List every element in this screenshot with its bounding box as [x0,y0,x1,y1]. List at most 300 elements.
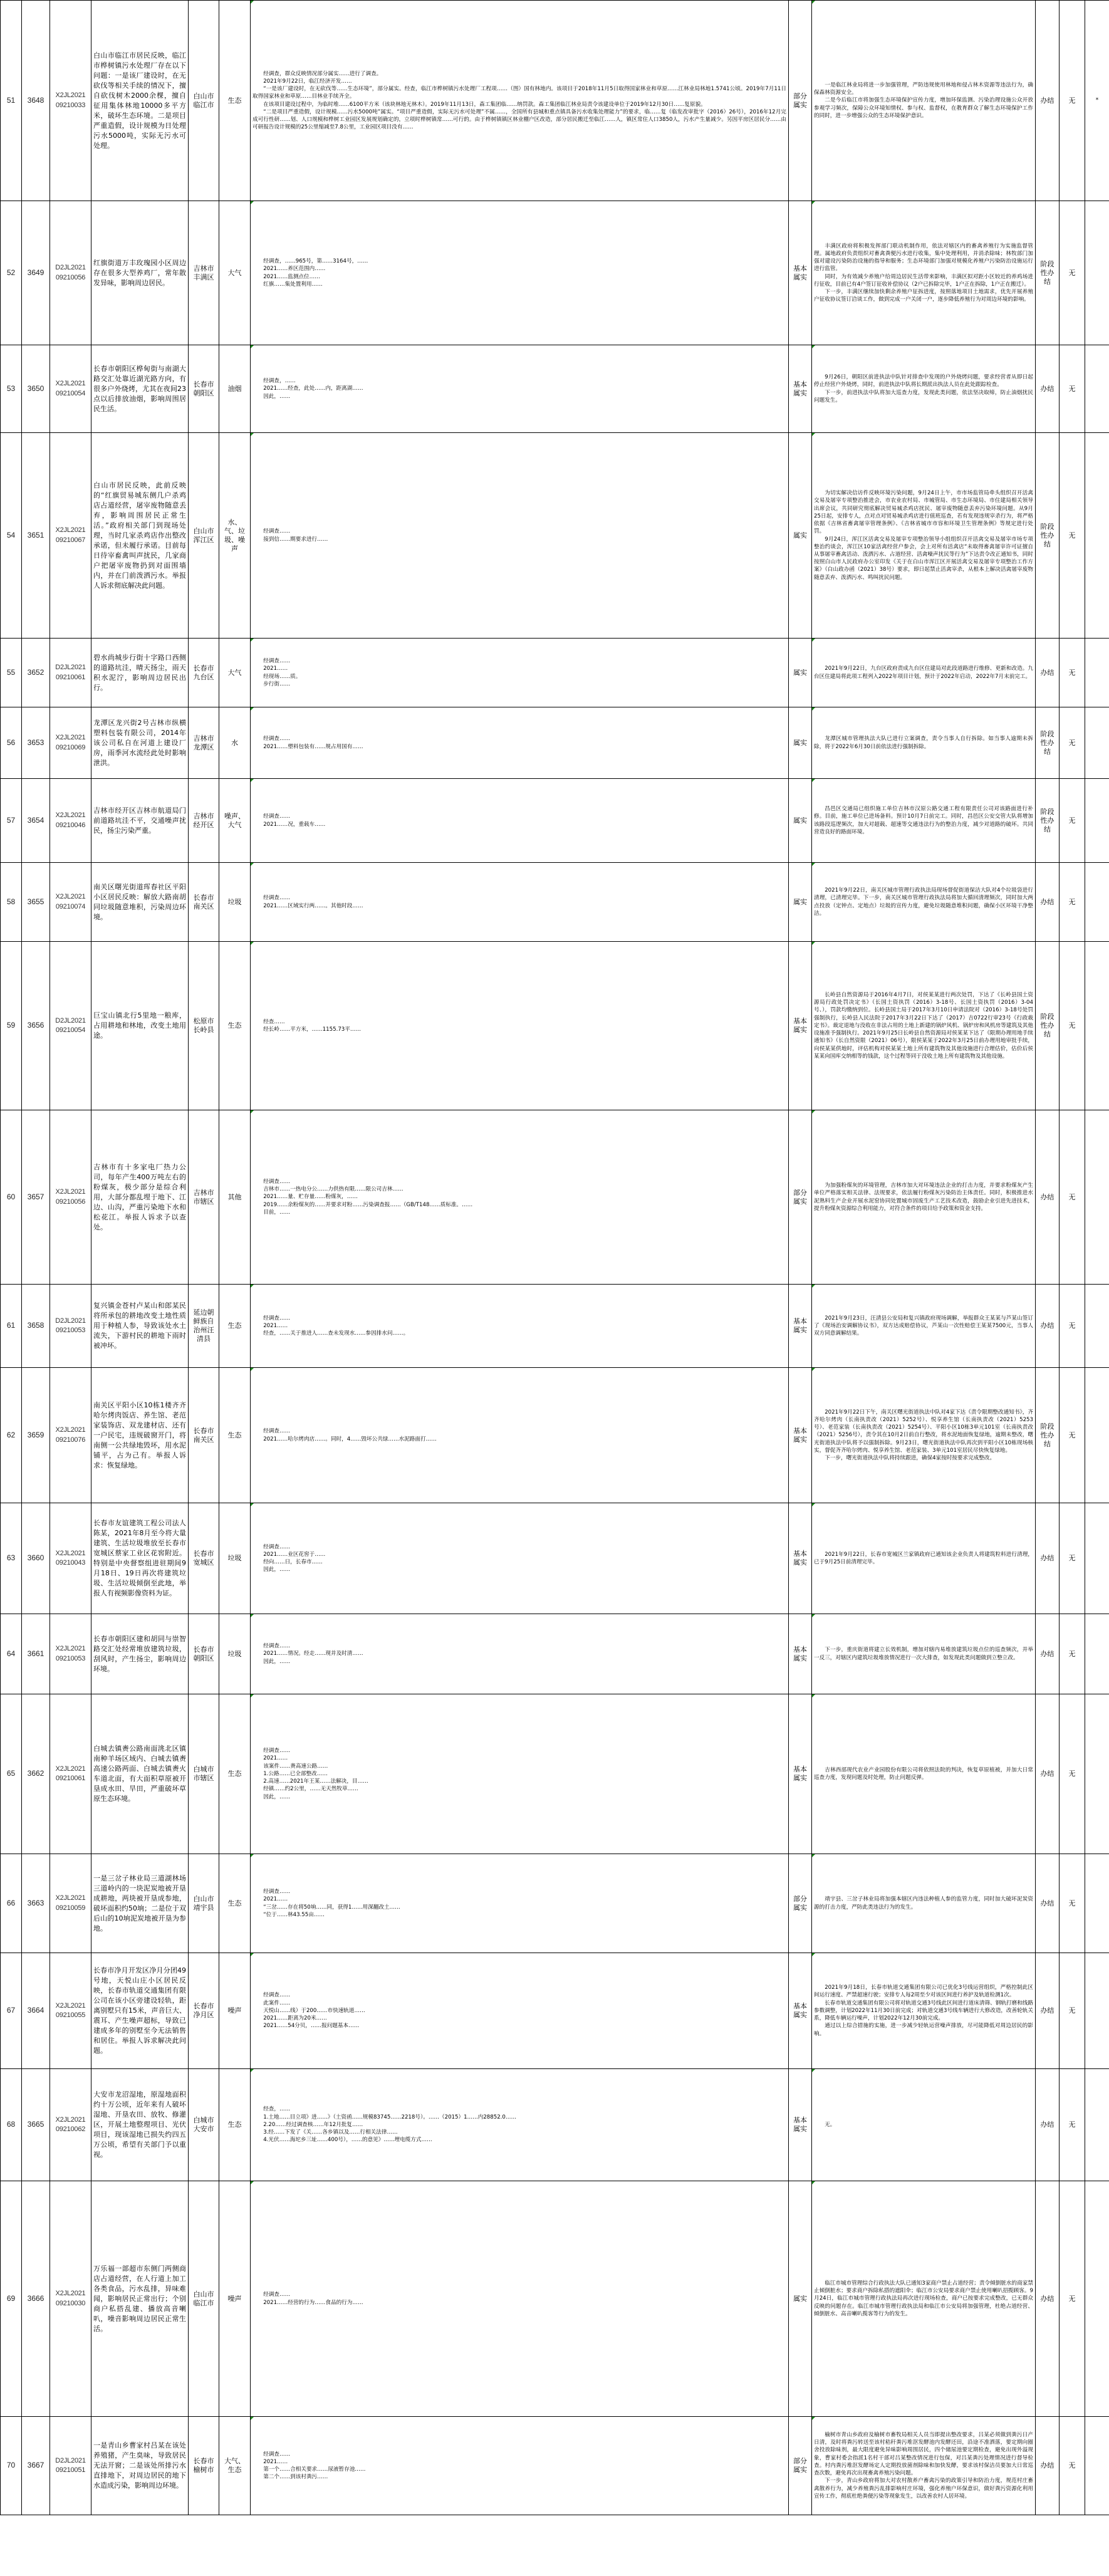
measures-paragraph: 9月24日，浑江区活禽交易及屠宰专项整治领导小组组织召开活禽交易及屠宰市场专项整治约谈会，浑江区10家活禽经营户参会，会上对所有活禽店“未取得畜禽屠宰许可证擅自从事屠宰畜禽活动、泼洒污水、占道经营、活禽噪声扰民等行为”下达责令改正通知书，同时按照白山市人民政府办公室印发《关于在白山市浑江区开展活禽交易及屠宰专项整治工作方案》（白山政办函（2021）38号）要求，即日起禁止活禽宰杀，从根本上解决活禽屠宰废物随意丢弃、泼洒污水、鸣叫扰民问题。 [814,536,1033,581]
pollution-type: 水、气、垃圾、噪声 [219,433,251,639]
measures-paragraph: 二是今后临江市将加强生态环境保护宣传力度，增加环保监测、污染治理设施公众开放参观学习频次，保障公众环境知情权、参与权、监督权，在教育群众了解生态环境保护工作的同时，进一步增强公众的生态环境保护意识。 [814,97,1033,119]
investigation-paragraph: 2021年9月22日，临江经济开发…… [263,78,352,85]
row-number: 62 [1,1368,22,1503]
investigation-paragraph: 经调查，……965号，第……3164号，…… [263,258,368,265]
table-row [1,345,1109,433]
accountability: 无 [1060,201,1085,345]
investigation-paragraph: 2.20……经过调查核……年12月批复…… [263,2121,363,2128]
row-number: 63 [1,1503,22,1614]
table-row [1,1285,1109,1368]
investigation-text [251,863,789,942]
pollution-type: 垃圾 [219,1614,251,1694]
table-row [1,779,1109,863]
case-code: X2JL2021 09210069 [50,707,91,779]
investigation-paragraph: 第一个……合相关要求……尿液暂存池…… [263,2466,366,2473]
case-code: X2JL2021 09210055 [50,1953,91,2069]
pollution-type: 生态 [219,1368,251,1503]
investigation-paragraph: 2.高速……2021年王某……法解决，目…… [263,1778,368,1785]
location: 长春市朝阳区 [189,1614,219,1694]
pollution-type: 大气、生态 [219,2417,251,2515]
investigation-paragraph: 经查…… [263,1018,285,1025]
mark: * [1085,1,1109,201]
status: 办结 [1036,1953,1060,2069]
verdict: 基本属实 [789,1614,812,1694]
complaint-text: 复兴镇金苍村卢某山和郎某民将所承包的耕地改变土地性质用于种植人参，导致该处水土流失，下游村民的耕地下雨时被冲坏。 [91,1285,189,1368]
location: 吉林市市辖区 [189,1110,219,1285]
verdict: 基本属实 [789,1368,812,1503]
measures-paragraph: 长春市轨道交通集团有限公司将对轨道交通3号线此区间进行道床清筛、钢轨打磨和线路参数调整，计划2022年11月30日前完成；对轨道交通3号线车辆进行大修改造，改善轮轨关系，降低车辆运行噪声，计划2022年12月30前完成。 [814,2000,1033,2022]
investigation-text [251,779,789,863]
mark [1085,942,1109,1110]
investigation-paragraph: 接到信……期要求进行…… [263,536,328,543]
pollution-type: 噪声 [219,1953,251,2069]
case-id: 3658 [22,1285,50,1368]
case-code: X2JL2021 09210054 [50,345,91,433]
case-code: X2JL2021 09210067 [50,433,91,639]
investigation-paragraph: “三岔……存在将50垧……同，获得1……用深翻改土…… [263,1904,400,1911]
case-id: 3664 [22,1953,50,2069]
measures-paragraph: 2021年9月18日，长春市轨道交通集团有限公司已优化3号线运营组织，严格控制此区间运行速度、严禁超速行驶；安排专人每2周至少对该区间进行养护及轨道检测1次。 [814,1984,1033,1999]
investigation-text [251,345,789,433]
row-number: 67 [1,1953,22,2069]
verdict: 基本属实 [789,2069,812,2181]
investigation-paragraph: 经查，……关于推进人……查未发现水……参因排水问……。 [263,1330,409,1337]
location: 吉林市经开区 [189,779,219,863]
investigation-paragraph: 4.光伏……海坨乡三址……400号），……的意见》……埋电缆方式…… [263,2137,432,2144]
measures-paragraph: 长岭县自然资源局于2016年4月7日，对侯某某进行两次处罚，下达了《长岭县国土资源局行政处罚决定书》（长国土资执罚（2016）3-18号、长国土资执罚（2016）3-04号、），罚款均缴纳到位。长岭县国土局于2017年3月10日申请法院对（2016）3-18号处罚强制执行，长岭县人民法院于2017年3月22日下达了（2017）吉0722行审23号《行政裁定书》。裁定退地与没收在非法占用的土地上新建的锅炉风机、锅炉房和风机房等建筑及其他设施准予强制执行。2021年9月25日长岭县自然资源局对侯某某下达了《限期办理用地手续通知书》（长自然资限（2021）06号），限侯某某于2022年3月25日前办理用地审批手续，向侯某某供地时，评估机构对侯某某土地上所有建筑物及其他设施进行合理估价，估价后侯某某向国库交纳相等的钱款，这个过程等同于没收土地上所有建筑物及其他设施。 [814,992,1033,1060]
row-number: 52 [1,201,22,345]
case-code: X2JL2021 09210056 [50,1110,91,1285]
table-row [1,2417,1109,2515]
table-row [1,2069,1109,2181]
measures-text [812,1854,1036,1953]
table-row [1,707,1109,779]
table-row [1,1694,1109,1854]
measures-text [812,1285,1036,1368]
accountability: 无 [1060,863,1085,942]
verdict: 基本属实 [789,201,812,345]
pollution-type: 噪声 [219,2181,251,2417]
location: 延边朝鲜族自治州汪清县 [189,1285,219,1368]
location: 松原市长岭县 [189,942,219,1110]
table-row [1,1368,1109,1503]
measures-text [812,779,1036,863]
case-code: X2JL2021 09210053 [50,1614,91,1694]
accountability: 无 [1060,2069,1085,2181]
row-number: 60 [1,1110,22,1285]
pollution-type: 垃圾 [219,1503,251,1614]
mark [1085,1694,1109,1854]
measures-text [812,639,1036,707]
investigation-text [251,1,789,201]
location: 长春市南关区 [189,1368,219,1503]
investigation-text [251,433,789,639]
pollution-type: 水 [219,707,251,779]
investigation-paragraph: 目前，…… [263,1209,291,1216]
case-id: 3661 [22,1614,50,1694]
status: 阶段性办结 [1036,707,1060,779]
investigation-paragraph: 第二个……到该村粪污…… [263,2474,328,2481]
case-id: 3663 [22,1854,50,1953]
investigation-paragraph: “位于……林43.55亩…… [263,1911,325,1918]
table-row [1,201,1109,345]
table-row [1,433,1109,639]
accountability: 无 [1060,1694,1085,1854]
complaint-text: 一是三岔子林业局三道湖林场三道岭内的一块泥炭地被开垦成耕地，两块被开垦成参地，破坏面积约50垧；二是位于双后山的10垧泥炭地被开垦为参地。 [91,1854,189,1953]
verdict: 部分属实 [789,2417,812,2515]
investigation-text [251,942,789,1110]
case-id: 3648 [22,1,50,201]
pollution-type: 垃圾 [219,863,251,942]
status: 办结 [1036,2417,1060,2515]
location: 白山市临江市 [189,1,219,201]
status: 办结 [1036,863,1060,942]
measures-paragraph: 2021年9月23日，汪清县公安局和复兴镇政府现场调解，举报群众王某某与芦某山签订了《现场治安调解协议书》，双方达成赔偿协议，芦某山一次性赔偿王某某7500元，当事人双方同意调解结果。 [814,1315,1033,1337]
measures-paragraph: 下一步，青山乡政府将加大对农村散养户畜禽污染的政策引导和防治力度，规范村庄畜禽散养行为，减少养殖粪污乱排影响村庄环境，强化养殖户环保意识，做好粪污资源化利用宣传工作，彻底杜绝粪便污染等现象发生，以改善农村人居环境。 [814,2478,1033,2500]
measures-paragraph: 2021年9月22日，南关区城市管理行政执法局现场督促街道保洁大队对4个垃圾袋进行清理，已清理完毕。下一步，南关区城市管理行政执法局将加大循回清理频次，同时加大两点投放（定钟点、定地点）垃圾的宣传力度，避免垃圾随意堆积问题，确保小区环境干净整洁。 [814,887,1033,917]
case-id: 3650 [22,345,50,433]
case-code: X2JL2021 09210043 [50,1503,91,1614]
mark [1085,201,1109,345]
accountability: 无 [1060,2181,1085,2417]
location: 吉林市丰满区 [189,201,219,345]
investigation-paragraph: 2021…… [263,2458,288,2465]
measures-text [812,1,1036,201]
complaint-text: 白城去镇赉公路南面洮北区镇南种羊场区域内、白城去镇赉高速公路两面、白城去镇赉火车道北面，有大面积草原被开垦成水田、旱田，严重破坏草原生态环境。 [91,1694,189,1854]
investigation-paragraph: “二是项目严重造假，设计规模……污水5000吨”属实。“项目严重造假，实际无污水可处理”不属……，全国所有县城和重点镇具备污水收集处理能力”的要求，临……复（临发改审批字（2016）26号），2016年12月完成可行性研……划、人口规模和桦树工业园区发展规划确定的，立项时桦树镇常……可行的。由于桦树镇镇区林业棚户区改造，部分居民搬迁至临江……人，镇区常住人口3850人，污水产生量减少。另因平房区居民分……由可研报告设计规模的25公里缩减至7.8公里，工业园区项目没有…… [253,108,786,131]
investigation-paragraph: 2021……区域实行两……。其他时段…… [263,902,363,909]
mark [1085,1503,1109,1614]
accountability: 无 [1060,1110,1085,1285]
investigation-paragraph: 2021…… [263,1755,288,1762]
case-code: X2JL2021 09210059 [50,1854,91,1953]
measures-paragraph: 临江市城市管理综合行政执法大队已通知3家商户禁止占道经营；责令倾倒脏水的商家禁止倾倒脏水；要求商户拆除私搭的遮阳伞；临江市公安局要求商户禁止使用喇叭招揽顾客。9月24日，临江市城市管理行政执法局再次进行现场检查，商户已按要求完成整改，已无群众反映的问题存在。临江市城市管理行政执法局和临江市公安局将加强管理，杜绝占道经营、倾倒脏水、高音喇叭揽客等行为的发生。 [814,2280,1033,2317]
accountability: 无 [1060,2417,1085,2515]
accountability: 无 [1060,1854,1085,1953]
table-row [1,863,1109,942]
measures-text [812,2181,1036,2417]
pollution-type: 生态 [219,1694,251,1854]
case-id: 3662 [22,1694,50,1854]
investigation-paragraph: 该案件……赉高速公路…… [263,1763,328,1770]
table-body [1,1,1109,2515]
investigation-paragraph: 2021……经查，此处……内，距离湖…… [263,385,363,392]
measures-paragraph: 通过以上综合措施的实施，进一步减少轻轨运营噪声排放，尽可能降低对周边居民的影响。 [814,2023,1033,2037]
investigation-paragraph: 2021…… [263,1322,288,1329]
measures-paragraph: 吉林西部现代农业产业园股份有限公司将依照法院的判决，恢复草原植被，并加大日常巡查力度，发现问题及时处理，防止问题反弹。 [814,1766,1033,1781]
location: 长春市净月区 [189,1953,219,2069]
investigation-paragraph: 2021……业区花窖于…… [263,1551,326,1558]
investigation-paragraph: 经调查…… [263,1315,291,1322]
mark [1085,433,1109,639]
verdict: 部分属实 [789,1854,812,1953]
investigation-text [251,707,789,779]
row-number: 70 [1,2417,22,2515]
status: 办结 [1036,1110,1060,1285]
investigation-paragraph: 2021……塑料包装有……规占用国有…… [263,743,363,750]
measures-paragraph: 下一步，前进执法中队将加大巡查力度，发现此类问题，依法坚决取缔，防止油烟扰民问题发生。 [814,389,1033,404]
accountability: 无 [1060,1368,1085,1503]
investigation-paragraph: 此案件…… [263,2000,291,2006]
case-id: 3665 [22,2069,50,2181]
investigation-paragraph: 经调查…… [263,895,291,902]
status: 办结 [1036,639,1060,707]
investigation-paragraph: 因此，…… [263,1793,291,1800]
measures-paragraph: 下一步，曙光街道执法中队将持续跟进，确保4家按时按要求完成整改。 [825,1455,996,1461]
case-code: D2JL2021 09210053 [50,1285,91,1368]
pollution-type: 油烟 [219,345,251,433]
investigation-paragraph: 2021……监测点位…… [263,273,320,280]
case-id: 3653 [22,707,50,779]
location: 长春市南关区 [189,863,219,942]
status: 阶段性办结 [1036,201,1060,345]
case-code: X2JL2021 09210046 [50,779,91,863]
case-code: X2JL2021 09210033 [50,1,91,201]
row-number: 68 [1,2069,22,2181]
mark [1085,1285,1109,1368]
mark [1085,863,1109,942]
investigation-paragraph: 经调查…… [263,1992,291,1999]
measures-paragraph: 2021年9月22日下午，南关区曙光街道执法中队对4家下达《责令限期整改通知书》，齐齐哈尔烤肉（长南执责改（2021）5252号）、悦享养生馆（长南执责改（2021）5253号）、老范家装（长南执责改（2021）5254号）、平阳小区10栋3单元101室（长南执责改（2021）5256号），责令其在10月2日前自行整改，将水泥地面恢复绿地，逾期未整改，曙光街道执法中队将予以强制拆除。9月23日，曙光街道执法中队再次到平阳小区10栋现场核实，督促齐齐哈尔烤肉、悦享养生馆、老范家装、3单元101室居民尽快恢复绿地。 [814,1409,1033,1454]
accountability: 无 [1060,1285,1085,1368]
investigation-paragraph: 2021……哈尔烤肉店……。同时，4……毁坏公共绿……水泥路面打…… [263,1436,437,1442]
investigation-paragraph: 2019……余粉煤灰的……并要求对粉……污染调查报……（GB/T148……质标准。…… [263,1201,473,1208]
status: 阶段性办结 [1036,942,1060,1110]
case-id: 3654 [22,779,50,863]
mark [1085,1953,1109,2069]
measures-text [812,201,1036,345]
measures-paragraph: 丰满区政府将积极发挥部门联动机制作用，依法对辖区内的畜禽养殖行为实施监督管理。属地政府负责组织对畜禽粪便污水进行收集，集中处理利用，并消杀除味；林牧部门加强对建设污染防治设施的指导和服务；生态环境部门加强对规模化养殖户污染防治设施运行进行监管。 [814,242,1033,273]
case-id: 3666 [22,2181,50,2417]
measures-paragraph: 龙潭区城市管理执法大队已进行立案调查，责令当事人自行拆除。如当事人逾期未拆除，将于2022年6月30日前依法进行强制拆除。 [814,736,1033,750]
pollution-type: 其他 [219,1110,251,1285]
investigation-text [251,201,789,345]
row-number: 56 [1,707,22,779]
investigation-paragraph: 红旗……集处置利用…… [263,281,323,288]
verdict: 基本属实 [789,1694,812,1854]
investigation-paragraph: 经调查…… [263,813,291,820]
complaint-text: 白山市居民反映，此前反映的“红旗贸易城东侧几户杀鸡店占道经营，屠宰废物随意丢弃，影响周围居民正常生活。”政府相关部门到现场处理，当时几家杀鸡店作出整改承诺，但未履行承诺。目前每日待宰畜禽叫声扰民，几家商户把屠宰废物扔到对面围墙内，并在门前泼洒污水。举报人诉求彻底解决此问题。 [91,433,189,639]
measures-text [812,1694,1036,1854]
measures-paragraph: 9月26日，朝阳区前进执法中队针对排查中发现的户外烧烤问题，要求经营者从即日起停止经营户外烧烤，同时，前进执法中队将长期派出执法人员在此处跟踪检查。 [814,374,1033,388]
status: 办结 [1036,1503,1060,1614]
measures-paragraph: 2021年9月22日，九台区政府责成九台区住建局对此段道路进行维修、更新和改造。九台区住建局将此项工程列入2022年项目计划，预计于2022年启动，2022年7月末前完工。 [814,665,1033,680]
investigation-paragraph: 2021……况，重载车…… [263,821,326,828]
measures-paragraph: 2021年9月22日，长春市宽城区兰家镇政府已通知该企业负责人将建筑粒料进行清理，已于9月25日前清理完毕。 [814,1551,1033,1565]
measures-text [812,1110,1036,1285]
table-row [1,1503,1109,1614]
pollution-type: 生态 [219,2069,251,2181]
investigation-paragraph: 步行街…… [263,681,291,687]
case-code: X2JL2021 09210061 [50,1694,91,1854]
investigation-paragraph: 经调查…… [263,1428,291,1435]
complaint-text: 碧水尚城步行街十字路口西侧的道路坑洼，晴天扬尘，雨天积水泥泞，影响周边居民出行。 [91,639,189,707]
mark [1085,345,1109,433]
investigation-text [251,1285,789,1368]
complaint-text: 长春市朝阳区建和胡同与崇智路交汇处经常堆放建筑垃圾，刮风时，产生扬尘，影响周边环境。 [91,1614,189,1694]
table-row [1,1953,1109,2069]
verdict: 基本属实 [789,942,812,1110]
complaint-text: 白山市临江市居民反映，临江市桦树镇污水处理厂存在以下问题：一是该厂建设时，在无砍伐等相关手续的情况下，擅自砍伐树木2000余棵，擅自征用集体林地10000多平方米，破坏生态环境。二是项目严重造假，设计规模为日处理污水5000吨，实际无污水可处理。 [91,1,189,201]
case-code: X2JL2021 09210076 [50,1368,91,1503]
case-id: 3659 [22,1368,50,1503]
verdict: 属实 [789,863,812,942]
verdict: 基本属实 [789,1953,812,2069]
verdict: 基本属实 [789,345,812,433]
investigation-text [251,2417,789,2515]
pollution-type: 生态 [219,1854,251,1953]
investigation-paragraph: 2021…… [263,1896,288,1903]
case-id: 3660 [22,1503,50,1614]
complaint-text: 大安市龙沼湿地，原湿地面积约十万公顷，近年来有人破坏湿地、开垦农田、放牧、修灌区，开展土地整理项目、光伏项目，现该湿地已损失约四五万公顷，希望有关部门予以重视。 [91,2069,189,2181]
verdict: 属实 [789,639,812,707]
measures-paragraph: 昌邑区交通局已组织施工单位吉林市汉原公路交通工程有限责任公司对该路面进行补修。目前，施工单位已进场备料。预计10月7日前完工。同时，昌邑区公安交管大队将增加该路段巡逻频次，加大对超载、超速等交通违法行为的整治力度，减少对道路的破坏。共同营造良好的路面环境。 [814,806,1033,835]
investigation-paragraph: 经长岭……平方米，……1155.73平…… [263,1026,362,1033]
complaint-text: 吉林市经开区吉林市航道局门前道路坑洼不平，交通噪声扰民，扬尘污染严重。 [91,779,189,863]
pollution-type: 生态 [219,1,251,201]
mark [1085,1614,1109,1694]
investigation-paragraph: 2021……距离为20米…… [263,2015,327,2022]
location: 长春市宽城区 [189,1503,219,1614]
investigation-paragraph: 经调查…… [263,2292,291,2298]
measures-text [812,942,1036,1110]
row-number: 66 [1,1854,22,1953]
status: 办结 [1036,1,1060,201]
row-number: 53 [1,345,22,433]
table-row [1,1854,1109,1953]
status: 办结 [1036,2069,1060,2181]
investigation-paragraph: 经调查，群众反映情况部分属实……进行了调查。 [263,70,382,77]
pollution-type: 大气 [219,201,251,345]
accountability: 无 [1060,942,1085,1110]
investigation-text [251,1503,789,1614]
accountability: 无 [1060,707,1085,779]
investigation-paragraph: 经调查…… [263,1889,291,1895]
investigation-paragraph: 经调查…… [263,528,291,535]
investigation-paragraph: 因此，…… [263,1567,291,1573]
complaint-text: 红旗街道万丰玫瑰园小区周边存在很多大型养鸡厂，常年散发异味，影响周边居民。 [91,201,189,345]
measures-paragraph: 无。 [825,2121,836,2128]
row-number: 59 [1,942,22,1110]
complaint-text: 长春市朝阳区桦甸街与南湖大路交汇处靠近湖光路方向，有很多户外烧烤，尤其在夜间23点以后排放油烟，影响周围居民生活。 [91,345,189,433]
measures-paragraph: 下一步，重庆街道将建立长效机制，增加对辖内易堆放建筑垃圾点位的巡查频次，并举一反三，对辖区内建筑垃圾堆放情况进行一次大排查，如发现此类问题做到立整立改。 [814,1647,1033,1661]
investigation-text [251,1368,789,1503]
investigation-paragraph: 在该项目建设过程中，为临时堆……6100平方米（该块林地无林木）。2019年11月13日，森工集团临……纳罚款。森工集团临江林业局责令该建设单位于2019年12月30日……复原貌。 [263,101,706,108]
case-code: X2JL2021 09210074 [50,863,91,942]
row-number: 54 [1,433,22,639]
location: 白山市临江市 [189,2181,219,2417]
mark [1085,707,1109,779]
measures-text [812,2417,1036,2515]
case-code: D2JL2021 09210061 [50,639,91,707]
mark [1085,1368,1109,1503]
investigation-paragraph: 经调查…… [263,736,291,743]
pollution-type: 生态 [219,1285,251,1368]
location: 白城市大安市 [189,2069,219,2181]
mark [1085,1854,1109,1953]
complaint-text: 吉林市有十多家电厂热力公司，每年产生400万吨左右的粉煤灰，极少部分是综合利用，大部分都乱埋于地下、江边、山沟，严重污染地下水和松花江。举报人诉求予以查处。 [91,1110,189,1285]
investigation-paragraph: 经调查，…… [263,378,296,385]
verdict: 基本属实 [789,1503,812,1614]
case-code: D2JL2021 09210054 [50,942,91,1110]
mark [1085,2417,1109,2515]
accountability: 无 [1060,1,1085,201]
row-number: 65 [1,1694,22,1854]
case-id: 3656 [22,942,50,1110]
measures-text [812,1368,1036,1503]
investigation-paragraph: 经镇……约2公里，……无天然牧草…… [263,1786,358,1793]
verdict: 属实 [789,779,812,863]
measures-text [812,863,1036,942]
case-id: 3649 [22,201,50,345]
verdict: 部分属实 [789,1,812,201]
table-row [1,1,1109,201]
measures-text [812,1953,1036,2069]
complaint-text: 长春市净月开发区净月分团49号地，天悦山庄小区居民反映，长春市轨道交通集团有限公司在该小区旁建设轻轨，距离别墅只有15米，声音巨大、震耳、产生噪声超标，导致已建成多年的别墅至今无法销售和居住。举报人诉求解决此问题。 [91,1953,189,2069]
measures-text [812,1614,1036,1694]
status: 办结 [1036,2181,1060,2417]
row-number: 55 [1,639,22,707]
location: 白山市靖宇县 [189,1854,219,1953]
investigation-paragraph: 吉林市……一热电分公……力供热有限……限公司吉林…… [263,1186,404,1193]
table-row [1,1110,1109,1285]
investigation-text [251,1953,789,2069]
case-code: D2JL2021 09210051 [50,2417,91,2515]
investigation-paragraph: 1.公路……已全部整改…… [263,1770,328,1777]
row-number: 69 [1,2181,22,2417]
table-row [1,2181,1109,2417]
location: 长春市朝阳区 [189,345,219,433]
investigation-paragraph: 2021…… [263,665,288,672]
investigation-paragraph: 经查，…… [263,2106,291,2113]
investigation-paragraph: 经调查…… [263,658,291,665]
status: 办结 [1036,1854,1060,1953]
measures-paragraph: 一是临江林业局将进一步加强管理，严防违规使用林地和侵占林木资源等违法行为，确保森林资源安全。 [814,81,1033,96]
verdict: 属实 [789,707,812,779]
location: 白城市市辖区 [189,1694,219,1854]
accountability: 无 [1060,1953,1085,2069]
pollution-type: 噪声、大气 [219,779,251,863]
case-code: X2JL2021 09210062 [50,2069,91,2181]
complaint-text: 南关区平阳小区10栋1楼齐齐哈尔烤肉饭店、养生馆、老范家装饰店、双龙建材店、还有一户民宅，违规破窗开门，将南侧一公共绿地毁坏，用水泥铺平，占为己有。举报人诉求：恢复绿地。 [91,1368,189,1503]
investigation-text [251,1110,789,1285]
measures-paragraph: 下一步，丰满区继续加快剩余养殖户征拆进度，按照落地项目土地需求，优先开展养殖户征收协议签订洽谈工作，做到完成一户关闭一户，逐步降低养殖行为对周边环境的影响。 [814,288,1033,303]
status: 办结 [1036,1614,1060,1694]
investigation-text [251,1694,789,1854]
investigation-paragraph: 因此，…… [263,1658,291,1665]
accountability: 无 [1060,779,1085,863]
case-id: 3667 [22,2417,50,2515]
case-id: 3652 [22,639,50,707]
row-number: 64 [1,1614,22,1694]
complaint-text: 万乐福一部超市东侧门两侧商店占道经营，在人行道上加工各类食品，污水乱排，异味难闻，影响居民正常出行；个别商户私搭乱建、播放高音喇叭，噪音影响周边居民正常生活。 [91,2181,189,2417]
status: 办结 [1036,1694,1060,1854]
location: 吉林市龙潭区 [189,707,219,779]
row-number: 57 [1,779,22,863]
investigation-text [251,639,789,707]
investigation-paragraph: 经调查…… [263,1748,291,1755]
complaint-text: 南关区曙光街道珲春社区平阳小区居民反映：解放大路南胡同垃圾随意堆积，污染周边环境。 [91,863,189,942]
accountability: 无 [1060,1614,1085,1694]
mark [1085,639,1109,707]
investigation-text [251,2181,789,2417]
investigation-paragraph: 经调查…… [263,1178,291,1185]
measures-paragraph: 为加强粉煤灰的环境管理，吉林市加大对环境违法企业的打击力度，并要求粉煤灰产生单位严格落实相关法律、法规要求，依法履行粉煤灰污染防治主体责任。同时，积极推进水泥熟料生产企业开展水泥窑协同处置城市固废生产工艺技术改造，鼓励企业引进先进技术，提升粉煤灰资源综合利用能力，对符合条件的项目给予政策和资金支持。 [814,1182,1033,1212]
verdict: 属实 [789,2181,812,2417]
status: 办结 [1036,1285,1060,1368]
measures-text [812,345,1036,433]
accountability: 无 [1060,433,1085,639]
